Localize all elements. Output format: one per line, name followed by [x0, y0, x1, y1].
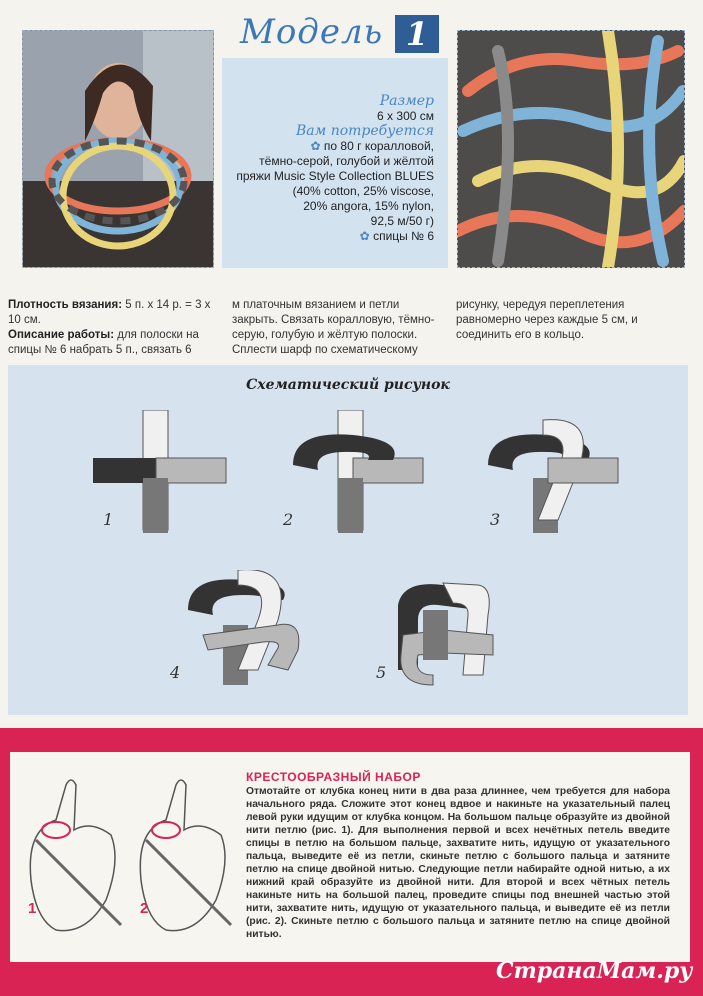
- schematic-step-4-diagram: [183, 570, 353, 690]
- size-heading: Размер: [379, 93, 434, 109]
- yarn-line-5: 20% angora, 15% nylon,: [303, 199, 434, 213]
- text-column-1: [8, 298, 216, 358]
- schematic-title: Схематический рисунок: [246, 377, 450, 393]
- model-photo-illustration: [23, 31, 213, 267]
- hands-illustration: [16, 760, 241, 955]
- scarf-closeup-photo: [457, 30, 685, 268]
- step-label-3: 3: [490, 510, 501, 529]
- cast-on-title: КРЕСТООБРАЗНЫЙ НАБОР: [246, 770, 421, 784]
- density-label: Плотность вязания:: [8, 299, 123, 311]
- step-label-4: 4: [170, 663, 181, 682]
- scarf-closeup-illustration: [458, 31, 684, 267]
- text-column-3: рисунку, чередуя переплетения равномерно через каждые 5 см, и соединить его в кольцо.: [456, 299, 638, 341]
- watermark: СтранаМам.ру: [496, 958, 693, 984]
- text-column-2: м платочным вязанием и петли закрыть. Связать коралловую, тёмно-серую, голубую и жёлтую полоски. Сплести шарф по схематическому: [232, 299, 435, 356]
- step-label-5: 5: [376, 663, 387, 682]
- model-number-badge: 1: [395, 15, 439, 53]
- cast-on-instructions: Отмотайте от клубка конец нити в два раза длиннее, чем требуется для набора начального ряда. Сложите этот конец вдвое и накиньте на указательный палец левой руки идущим от клубка концом. На большом пальце образуйте из двойной нити петлю (рис. 1). Для выполнения первой и всех нечётных петель введите спицы в петлю на большом пальце, захватите нить, идущую от указательного пальца, выведите её из петли, скиньте петлю с большого пальца и затяните петлю на спице двойной нитью. Следующие петли набирайте одной нитью, а их нижний край образуйте из двойной нити. Для второй и всех чётных петель накиньте нить на большой палец, проведите спицы под внешней частью этой нити, захватите нить, идущую от указательного пальца, и выведите её из петли (рис. 2). Скиньте петлю с большого пальца и затяните петлю на спице двойной нитью.: [246, 786, 670, 940]
- yarn-line-2: тёмно-серой, голубой и жёлтой: [259, 154, 434, 168]
- yarn-line-6: 92,5 м/50 г): [370, 214, 434, 228]
- info-box: [222, 58, 448, 268]
- materials-heading: Вам потребуется: [296, 123, 434, 139]
- figure-label-1: 1: [28, 900, 37, 917]
- yarn-line-1: ✿ по 80 г коралловой,: [310, 139, 434, 153]
- yarn-line-3: пряжи Music Style Collection BLUES: [236, 169, 434, 183]
- schematic-step-3-diagram: [478, 410, 628, 540]
- step-label-1: 1: [103, 510, 114, 529]
- size-value: 6 х 300 см: [377, 109, 434, 123]
- schematic-step-5-diagram: [383, 575, 513, 690]
- schematic-panel: [8, 365, 688, 715]
- description-text: для полоски на спицы № 6 набрать 5 п., связать 6: [8, 329, 199, 356]
- flower-bullet-icon: ✿: [359, 229, 370, 243]
- description-label: Описание работы:: [8, 329, 115, 341]
- step-label-2: 2: [283, 510, 294, 529]
- flower-bullet-icon: ✿: [310, 139, 321, 153]
- schematic-step-2-diagram: [283, 410, 433, 540]
- info-text: [222, 94, 434, 244]
- density-text: 5 п. х 14 р. = 3 х 10 см.: [8, 299, 211, 326]
- model-photo: [22, 30, 214, 268]
- figure-label-2: 2: [140, 900, 149, 917]
- needles-line: ✿ спицы № 6: [359, 229, 434, 243]
- model-title: Модель: [240, 12, 384, 52]
- yarn-line-4: (40% cotton, 25% viscose,: [292, 184, 434, 198]
